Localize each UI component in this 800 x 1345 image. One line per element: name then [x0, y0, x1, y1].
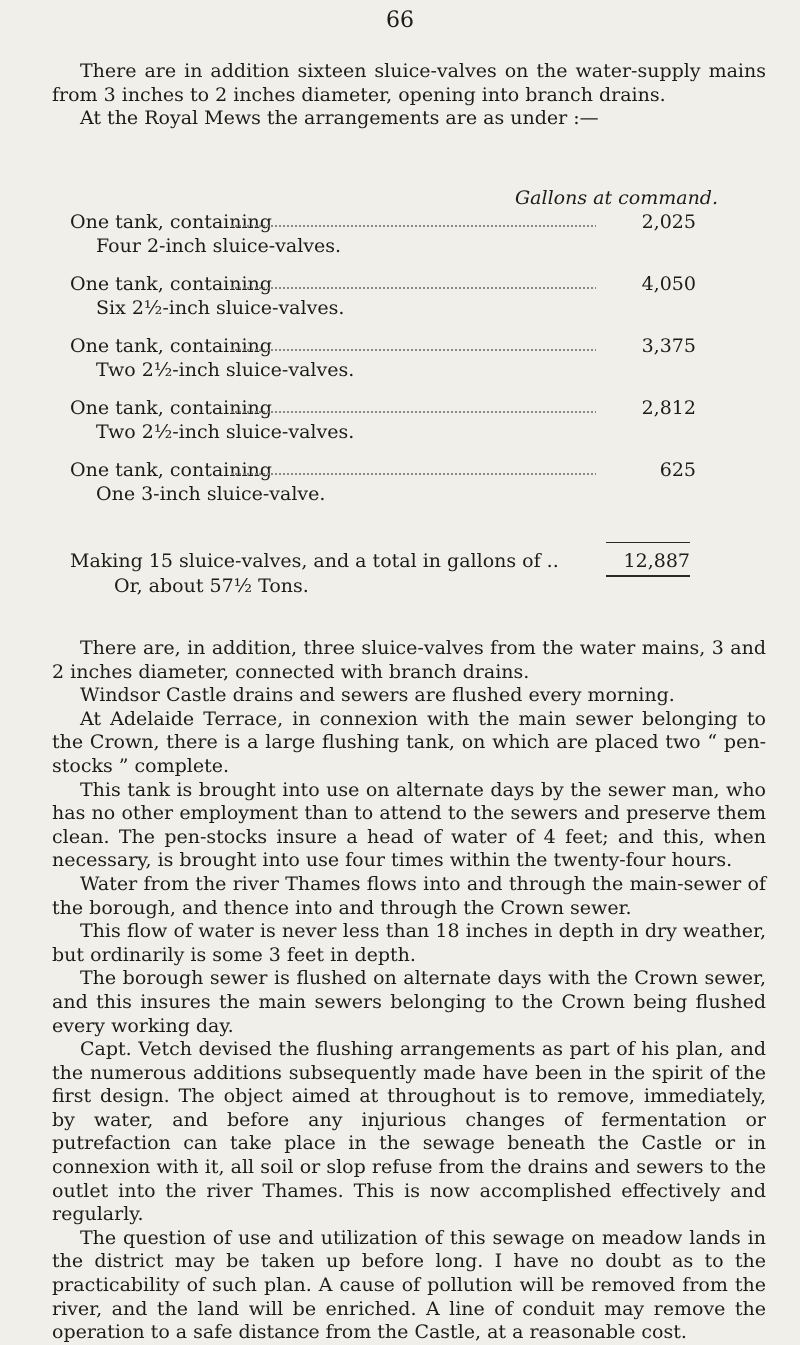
body-paragraph: The question of use and utilization of this sewage on meadow lands in the district may be taken up before long. I have no doubt as to the practicability of such plan. A cause of pollution will be removed from the river, and the land will be enriched. A line of conduit may remove the operation to a safe distance from the Castle, at a reasonable cost.: [52, 1226, 766, 1344]
tank-label: One tank, containing: [70, 211, 272, 233]
total-tons: Or, about 57½ Tons.: [114, 575, 309, 597]
body-paragraph: At Adelaide Terrace, in connexion with the main sewer belonging to the Crown, there is a large flushing tank, on which are placed two “ pen-stocks ” complete.: [52, 707, 766, 777]
total-rule-top: [606, 542, 690, 543]
tank-gallons: 4,050: [596, 273, 696, 295]
tank-gallons: 2,025: [596, 211, 696, 233]
tank-valves: Two 2½-inch sluice-valves.: [96, 421, 355, 443]
tank-valves: Two 2½-inch sluice-valves.: [96, 359, 355, 381]
body-paragraph: This tank is brought into use on alternate days by the sewer man, who has no other employment than to attend to the sewers and preserve them clean. The pen-stocks insure a head of water of 4 feet; and this, when necessary, is brought into use four times within the twenty-four hours.: [52, 778, 766, 872]
tank-label: One tank, containing: [70, 459, 272, 481]
tank-valves: One 3-inch sluice-valve.: [96, 483, 326, 505]
tank-gallons: 3,375: [596, 335, 696, 357]
tank-label: One tank, containing: [70, 273, 272, 295]
tank-valves: Six 2½-inch sluice-valves.: [96, 297, 345, 319]
page-number: 66: [386, 8, 414, 33]
tank-label: One tank, containing: [70, 397, 272, 419]
body-paragraph: Water from the river Thames flows into and through the main-sewer of the borough, and thence into and through the Crown sewer.: [52, 872, 766, 919]
body-paragraph: Capt. Vetch devised the flushing arrangements as part of his plan, and the numerous additions subsequently made have been in the spirit of the first design. The object aimed at throughout is to remove, immediately, by water, and before any injurious changes of fermentation or putrefaction can take place in the sewage beneath the Castle or in connexion with it, all soil or slop refuse from the drains and sewers to the outlet into the river Thames. This is now accomplished effectively and regularly.: [52, 1038, 766, 1226]
intro-paragraph: At the Royal Mews the arrangements are as under :—: [80, 107, 599, 130]
tank-gallons: 2,812: [596, 397, 696, 419]
tank-valves: Four 2-inch sluice-valves.: [96, 235, 342, 257]
tank-row: [0, 397, 800, 459]
body-paragraph: Windsor Castle drains and sewers are flushed every morning.: [80, 684, 675, 707]
body-text: [52, 637, 766, 1345]
tank-row: [0, 273, 800, 335]
intro-section: [52, 60, 766, 131]
gallons-heading: Gallons at command.: [515, 187, 719, 209]
total-rule-bottom: [606, 575, 690, 577]
intro-paragraph: There are in addition sixteen sluice-valves on the water-supply mains from 3 inches to 2 inches diameter, opening into branch drains.: [52, 60, 766, 106]
body-paragraph: This flow of water is never less than 18 inches in depth in dry weather, but ordinarily is some 3 feet in depth.: [52, 920, 766, 966]
tank-row: [0, 459, 800, 521]
tank-table: [0, 211, 800, 521]
total-gallons: 12,887: [623, 550, 690, 572]
tank-gallons: 625: [596, 459, 696, 481]
tank-label: One tank, containing: [70, 335, 272, 357]
tank-row: [0, 211, 800, 273]
body-paragraph: There are, in addition, three sluice-valves from the water mains, 3 and 2 inches diameter, connected with branch drains.: [52, 637, 766, 683]
total-label: Making 15 sluice-valves, and a total in gallons of ..: [70, 550, 559, 572]
tank-row: [0, 335, 800, 397]
body-paragraph: The borough sewer is flushed on alternate days with the Crown sewer, and this insures the main sewers belonging to the Crown being flushed every working day.: [52, 967, 766, 1037]
